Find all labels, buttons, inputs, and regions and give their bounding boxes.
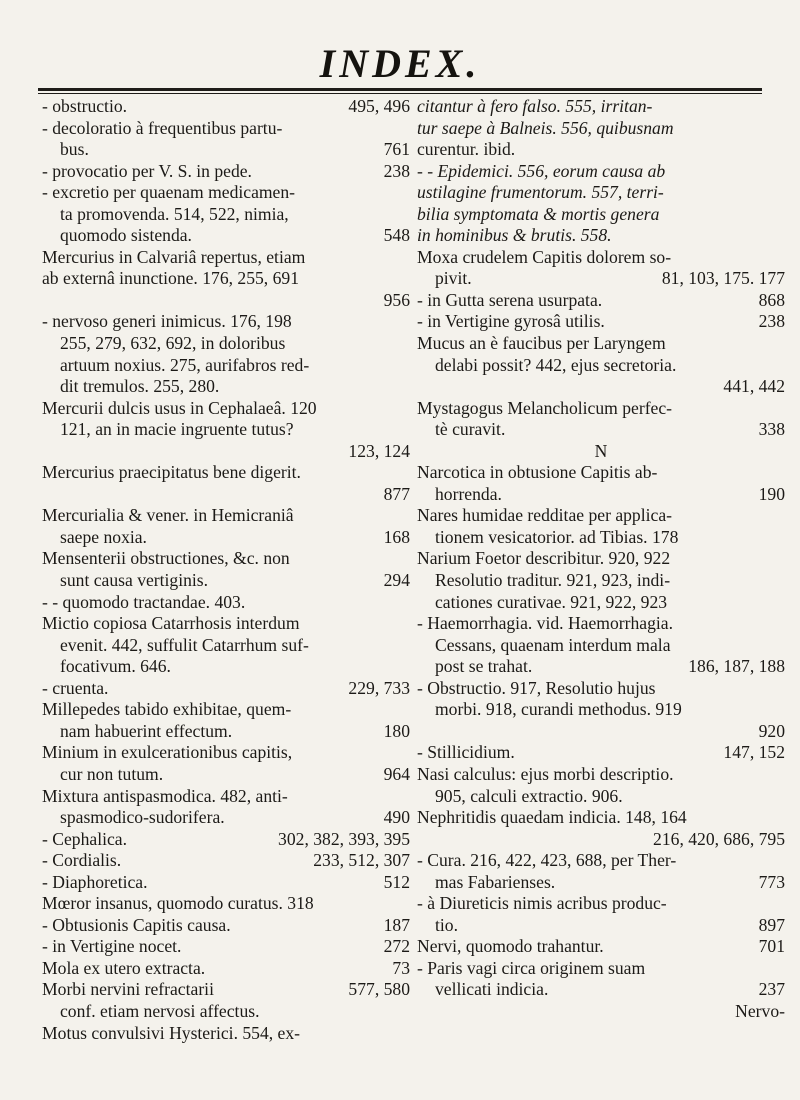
index-entry-line: [42, 678, 410, 700]
entry-text: - Cephalica.: [42, 828, 127, 849]
index-entry-line: evenit. 442, suffulit Catarrhum suf-: [60, 634, 309, 655]
index-entry-line: artuum noxius. 275, aurifabros red-: [60, 354, 310, 375]
index-entry-line: Nephritidis quaedam indicia. 148, 164: [417, 807, 687, 828]
page-reference: 490: [383, 807, 410, 828]
entry-text: - Cordialis.: [42, 850, 122, 871]
entry-text: - in Vertigine gyrosâ utilis.: [417, 311, 605, 332]
entry-text: post se trahat.: [435, 656, 533, 677]
index-entry-line: - Obstructio. 917, Resolutio hujus: [417, 677, 656, 698]
index-entry-line: - Paris vagi circa originem suam: [417, 957, 646, 978]
index-entry-line: morbi. 918, curandi methodus. 919: [435, 699, 682, 720]
index-entry-line: conf. etiam nervosi affectus.: [60, 1000, 260, 1021]
page-title: INDEX.: [319, 41, 481, 86]
index-entry-line: [42, 161, 410, 183]
entry-text: Morbi nervini refractarii: [42, 979, 214, 1000]
index-entry-line: [417, 419, 785, 441]
index-entry-line: [42, 872, 410, 894]
index-entry-line: [417, 311, 785, 333]
page-reference: 237: [758, 979, 785, 1000]
page-reference: 238: [758, 311, 785, 332]
index-entry-line: [417, 915, 785, 937]
index-entry-line: - à Diureticis nimis acribus produc-: [417, 893, 667, 914]
page-reference: 773: [758, 871, 785, 892]
page-reference: 73: [392, 957, 410, 978]
index-entry-line: Mercurialia & vener. in Hemicraniâ: [42, 505, 294, 526]
page-reference: 272: [383, 936, 410, 957]
index-entry-line: [417, 656, 785, 678]
index-entry-line: Mixtura antispasmodica. 482, anti-: [42, 785, 288, 806]
index-entry-line: N: [594, 440, 608, 461]
entry-text: saepe noxia.: [60, 526, 147, 547]
index-entry-line: curentur. ibid.: [417, 139, 516, 160]
entry-text: Nervi, quomodo trahantur.: [417, 936, 604, 957]
index-entry-line: [417, 979, 785, 1001]
entry-text: cur non tutum.: [60, 763, 164, 784]
index-entry-line: - - Epidemici. 556, eorum causa ab: [417, 160, 666, 181]
index-entry-line: Motus convulsivi Hysterici. 554, ex-: [42, 1022, 301, 1043]
entry-text: Mola ex utero extracta.: [42, 957, 206, 978]
index-entry-line: - Cura. 216, 422, 423, 688, per Ther-: [417, 850, 677, 871]
index-entry-line: Mictio copiosa Catarrhosis interdum: [42, 613, 300, 634]
index-entry-line: 121, an in macie ingruente tutus?: [60, 419, 294, 440]
entry-text: pivit.: [435, 268, 472, 289]
index-entry-line: [417, 742, 785, 764]
index-entry-line: [42, 850, 410, 872]
page-reference: 495, 496: [348, 96, 410, 116]
index-entry-line: ta promovenda. 514, 522, nimia,: [60, 203, 289, 224]
index-entry-line: Cessans, quaenam interdum mala: [435, 634, 671, 655]
entry-text: - Stillicidium.: [417, 742, 515, 763]
entry-text: - cruenta.: [42, 677, 109, 698]
page-reference: 190: [758, 483, 785, 504]
entry-text: - Diaphoretica.: [42, 871, 148, 892]
index-entry-line: Mystagogus Melancholicum perfec-: [417, 397, 673, 418]
page-reference: 577, 580: [348, 979, 410, 1000]
index-entry-line: Nasi calculus: ejus morbi descriptio.: [417, 763, 674, 784]
left-column: [42, 96, 410, 1044]
right-column: [417, 96, 785, 1023]
index-entry-line: Resolutio traditur. 921, 923, indi-: [435, 570, 671, 591]
index-entry-line: Nares humidae redditae per applica-: [417, 505, 672, 526]
index-entry-line: [42, 829, 410, 851]
page-reference: 238: [383, 160, 410, 181]
index-entry-line: Millepedes tabido exhibitae, quem-: [42, 699, 292, 720]
index-entry-line: tur saepe à Balneis. 556, quibusnam: [417, 117, 674, 138]
page-reference: 147, 152: [723, 742, 785, 763]
index-entry-line: Mucus an è faucibus per Laryngem: [417, 333, 666, 354]
entry-text: - Obtusionis Capitis causa.: [42, 914, 231, 935]
index-entry-line: ab externâ inunctione. 176, 255, 691: [42, 268, 299, 289]
index-entry-line: ustilagine frumentorum. 557, terri-: [417, 182, 664, 203]
entry-text: - provocatio per V. S. in pede.: [42, 160, 252, 181]
index-entry-line: delabi possit? 442, ejus secretoria.: [435, 354, 677, 375]
index-entry-line: cationes curativae. 921, 922, 923: [435, 591, 668, 612]
entry-text: - in Vertigine nocet.: [42, 936, 182, 957]
entry-text: sunt causa vertiginis.: [60, 570, 209, 591]
index-entry-line: [42, 721, 410, 743]
index-entry-line: [417, 290, 785, 312]
index-entry-line: [417, 268, 785, 290]
entry-text: - in Gutta serena usurpata.: [417, 289, 603, 310]
page-reference: 897: [758, 914, 785, 935]
index-entry-line: in hominibus & brutis. 558.: [417, 225, 612, 246]
index-entry-line: 956: [383, 289, 410, 310]
index-entry-line: Narcotica in obtusione Capitis ab-: [417, 462, 658, 483]
index-entry-line: 255, 279, 632, 692, in doloribus: [60, 333, 286, 354]
index-entry-line: [42, 139, 410, 161]
page-reference: 187: [383, 914, 410, 935]
index-entry-line: Mercurius in Calvariâ repertus, etiam: [42, 246, 306, 267]
index-entry-line: 877: [383, 483, 410, 504]
index-entry-line: [42, 807, 410, 829]
entry-text: vellicati indicia.: [435, 979, 549, 1000]
entry-text: mas Fabarienses.: [435, 871, 556, 892]
index-entry-line: Minium in exulcerationibus capitis,: [42, 742, 293, 763]
index-entry-line: Mensenterii obstructiones, &c. non: [42, 548, 290, 569]
index-entry-line: bilia symptomata & mortis genera: [417, 203, 660, 224]
entry-text: bus.: [60, 139, 89, 160]
page-reference: 548: [383, 225, 410, 246]
index-entry-line: Nervo-: [735, 1000, 785, 1021]
index-entry-line: 216, 420, 686, 795: [653, 828, 785, 849]
index-entry-line: [42, 764, 410, 786]
index-entry-line: [42, 570, 410, 592]
index-entry-line: [417, 484, 785, 506]
index-entry-line: - excretio per quaenam medicamen-: [42, 182, 296, 203]
page-reference: 302, 382, 393, 395: [278, 828, 410, 849]
page-reference: 168: [383, 526, 410, 547]
index-entry-line: Moxa crudelem Capitis dolorem so-: [417, 246, 672, 267]
index-entry-line: Mœror insanus, quomodo curatus. 318: [42, 893, 314, 914]
page-reference: 180: [383, 720, 410, 741]
index-entry-line: dit tremulos. 255, 280.: [60, 376, 220, 397]
page-reference: 229, 733: [348, 677, 410, 698]
index-entry-line: [417, 936, 785, 958]
index-entry-line: [42, 225, 410, 247]
index-entry-line: Mercurius praecipitatus bene digerit.: [42, 462, 301, 483]
index-entry-line: 123, 124: [348, 440, 410, 461]
index-entry-line: - decoloratio à frequentibus partu-: [42, 117, 283, 138]
index-entry-line: [42, 936, 410, 958]
page-reference: 81, 103, 175. 177: [661, 268, 785, 289]
page-reference: 761: [383, 139, 410, 160]
entry-text: tè curavit.: [435, 419, 506, 440]
index-entry-line: - Haemorrhagia. vid. Haemorrhagia.: [417, 613, 673, 634]
index-entry-line: Mercurii dulcis usus in Cephalaeâ. 120: [42, 397, 317, 418]
entry-text: tio.: [435, 914, 458, 935]
header-rule: [38, 88, 762, 91]
index-entry-line: [42, 915, 410, 937]
index-entry-line: - - quomodo tractandae. 403.: [42, 591, 246, 612]
entry-text: - obstructio.: [42, 96, 128, 116]
page-reference: 338: [758, 419, 785, 440]
index-entry-line: 920: [758, 720, 785, 741]
index-entry-line: Narium Foetor describitur. 920, 922: [417, 548, 671, 569]
page-reference: 868: [758, 289, 785, 310]
index-entry-line: 441, 442: [723, 376, 785, 397]
entry-text: spasmodico-sudorifera.: [60, 807, 225, 828]
page-reference: 233, 512, 307: [313, 850, 410, 871]
index-entry-line: [42, 979, 410, 1001]
index-entry-line: 905, calculi extractio. 906.: [435, 785, 623, 806]
header-rule-thin: [38, 93, 762, 94]
index-entry-line: [42, 958, 410, 980]
page-reference: 186, 187, 188: [688, 656, 785, 677]
entry-text: quomodo sistenda.: [60, 225, 192, 246]
page-reference: 294: [383, 570, 410, 591]
entry-text: horrenda.: [435, 483, 502, 504]
index-entry-line: tionem vesicatorior. ad Tibias. 178: [435, 526, 679, 547]
page-reference: 512: [383, 871, 410, 892]
index-entry-line: citantur à fero falso. 555, irritan-: [417, 96, 653, 116]
page-reference: 701: [758, 936, 785, 957]
index-entry-line: [417, 872, 785, 894]
index-entry-line: [42, 527, 410, 549]
index-entry-line: focativum. 646.: [60, 656, 171, 677]
page-reference: 964: [383, 763, 410, 784]
index-entry-line: - nervoso generi inimicus. 176, 198: [42, 311, 292, 332]
index-entry-line: [42, 96, 410, 118]
entry-text: nam habuerint effectum.: [60, 720, 233, 741]
